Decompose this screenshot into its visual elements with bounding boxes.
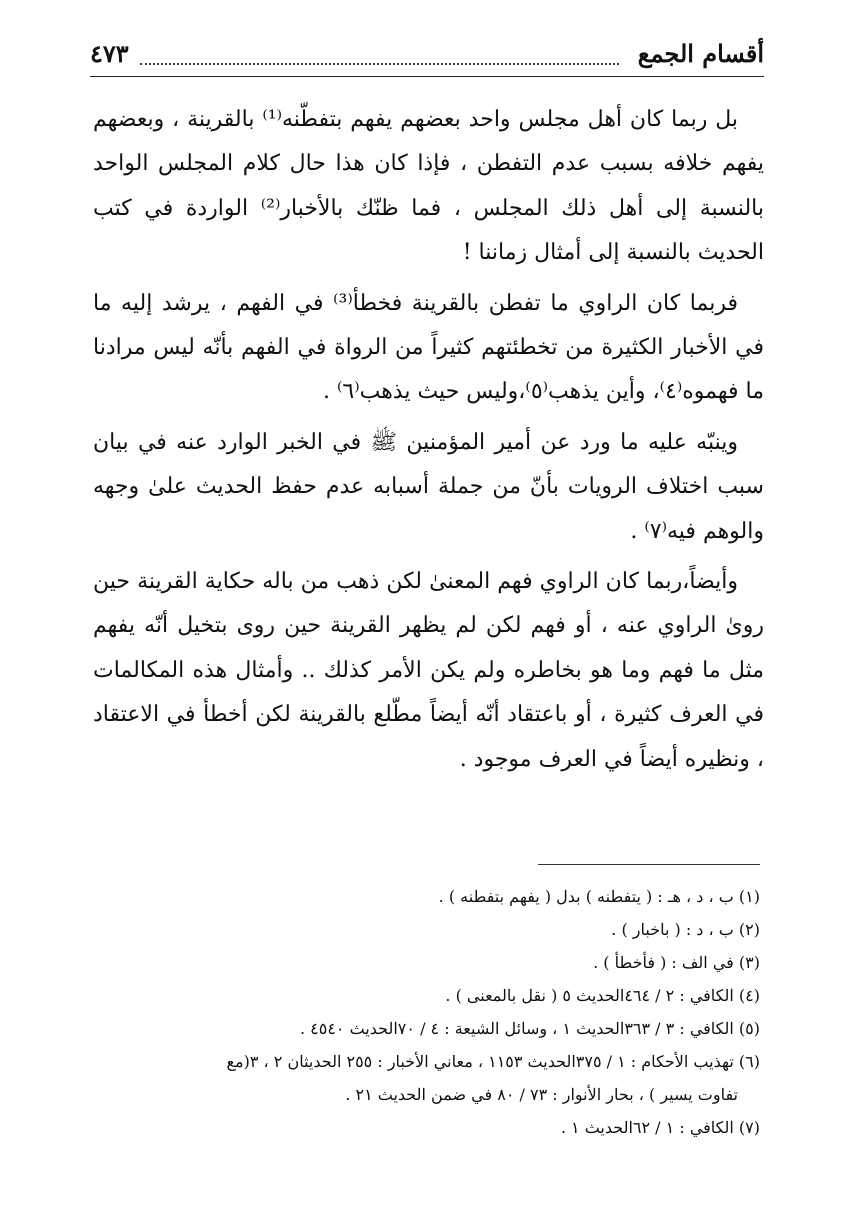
footnote: (٤) الكافي : ٢ / ٤٦٤الحديث ٥ ( نقل بالمعنى ) . [445, 986, 760, 1005]
paragraph: وأيضاً،ربما كان الراوي فهم المعنىٰ لكن ذهب من باله حكاية القرينة حين رویٰ الراوي عنه ، أو فهم لكن لم يظهر القرينة حين روی بتخيل أنّه يفهم مثل ما فهم وما هو بخاطره ولم يكن الأمر كذلك .. وأمثال هذه المكالمات في العرف كثيرة ، أو باعتقاد أنّه أيضاً مطّلع بالقرينة لكن أخطأ في الاعتقاد ، ونظيره أيضاً في العرف موجود . [93, 569, 764, 772]
chapter-title: أقسام الجمع [637, 39, 764, 68]
paragraph: بل ربما كان أهل مجلس واحد بعضهم يفهم بتفطّنه⁽¹⁾ بالقرينة ، وبعضهم يفهم خلافه بسبب عدم التفطن ، فإذا كان هذا حال كلام المجلس الواحد بالنسبة إلى أهل ذلك المجلس ، فما ظنّك بالأخبار⁽²⁾ الواردة في كتب الحديث بالنسبة إلى أمثال زماننا ! [93, 107, 764, 266]
footnote-continuation: تفاوت يسير ) ، بحار الأنوار : ٧٣ / ٨٠ في ضمن الحديث ٢١ . [345, 1085, 738, 1104]
footnote: (٥) الكافي : ٣ / ٣٦٣الحديث ١ ، وسائل الشيعة : ٤ / ٧٠الحديث ٤٥٤٠ . [299, 1019, 760, 1038]
footnotes [80, 880, 760, 1144]
footnote: (٢) ب ، د : ( باخبار ) . [611, 920, 760, 939]
running-header [90, 30, 764, 77]
footnote: (١) ب ، د ، هـ : ( يتفطنه ) بدل ( يفهم بتفطنه ) . [438, 887, 760, 906]
footnote: (٣) في الف : ( فأخطأ ) . [593, 953, 760, 972]
paragraph: فربما كان الراوي ما تفطن بالقرينة فخطأ⁽³⁾ في الفهم ، يرشد إليه ما في الأخبار الكثيرة من تخطئتهم كثيراً من الرواة في الفهم بأنّه ليس مرادنا ما فهموه⁽٤⁾، وأين يذهب⁽٥⁾،وليس حيث يذهب⁽٦⁾ . [93, 290, 764, 405]
page-number: ٤٧٣ [90, 39, 129, 68]
footnote: (٦) تهذيب الأحكام : ١ / ٣٧٥الحديث ١١٥٣ ، معاني الأخبار : ٢٥٥ الحديثان ٢ ، ٣(مع [226, 1052, 760, 1071]
main-text [93, 98, 764, 788]
paragraph: وينبّه عليه ما ورد عن أمير المؤمنين ﷺ في الخبر الوارد عنه في بيان سبب اختلاف الرويات بأنّ من جملة أسبابه عدم حفظ الحديث علىٰ وجهه والوهم فيه⁽٧⁾ . [93, 429, 764, 544]
footnote: (٧) الكافي : ١ / ٦٢الحديث ١ . [560, 1118, 760, 1137]
dot-leader [140, 63, 619, 65]
footnote-separator [538, 864, 760, 865]
